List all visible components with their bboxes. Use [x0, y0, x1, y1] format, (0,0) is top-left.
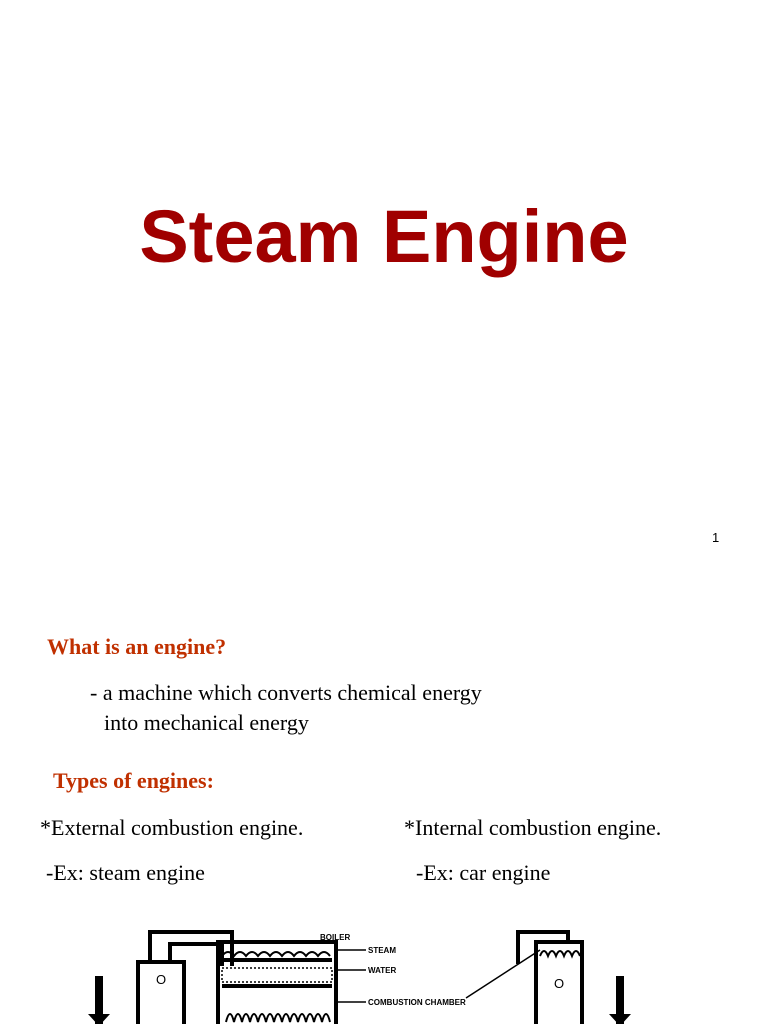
right-piston-mark: O [554, 976, 565, 991]
external-combustion-label: *External combustion engine. [40, 815, 304, 840]
definition-line-1: - a machine which converts chemical energy [90, 680, 482, 705]
slide-title: Steam Engine [139, 195, 629, 278]
types-heading: Types of engines: [53, 768, 214, 793]
right-cylinder [518, 932, 582, 1024]
left-piston-mark: O [156, 972, 167, 987]
water-label: WATER [368, 966, 397, 975]
left-down-arrow [88, 976, 110, 1024]
right-down-arrow [609, 976, 631, 1024]
steam-label: STEAM [368, 946, 396, 955]
definition-line-2: into mechanical energy [104, 710, 309, 735]
external-example: -Ex: steam engine [46, 860, 205, 885]
page-number: 1 [712, 530, 720, 545]
engine-question-heading: What is an engine? [47, 634, 227, 659]
internal-combustion-label: *Internal combustion engine. [404, 815, 662, 840]
content-slide [0, 576, 768, 1024]
boiler-label: BOILER [320, 933, 351, 942]
steam-engine-diagram [0, 916, 768, 1024]
internal-example: -Ex: car engine [416, 860, 551, 885]
combustion-chamber-label: COMBUSTION CHAMBER [368, 998, 466, 1007]
boiler [218, 942, 336, 1024]
